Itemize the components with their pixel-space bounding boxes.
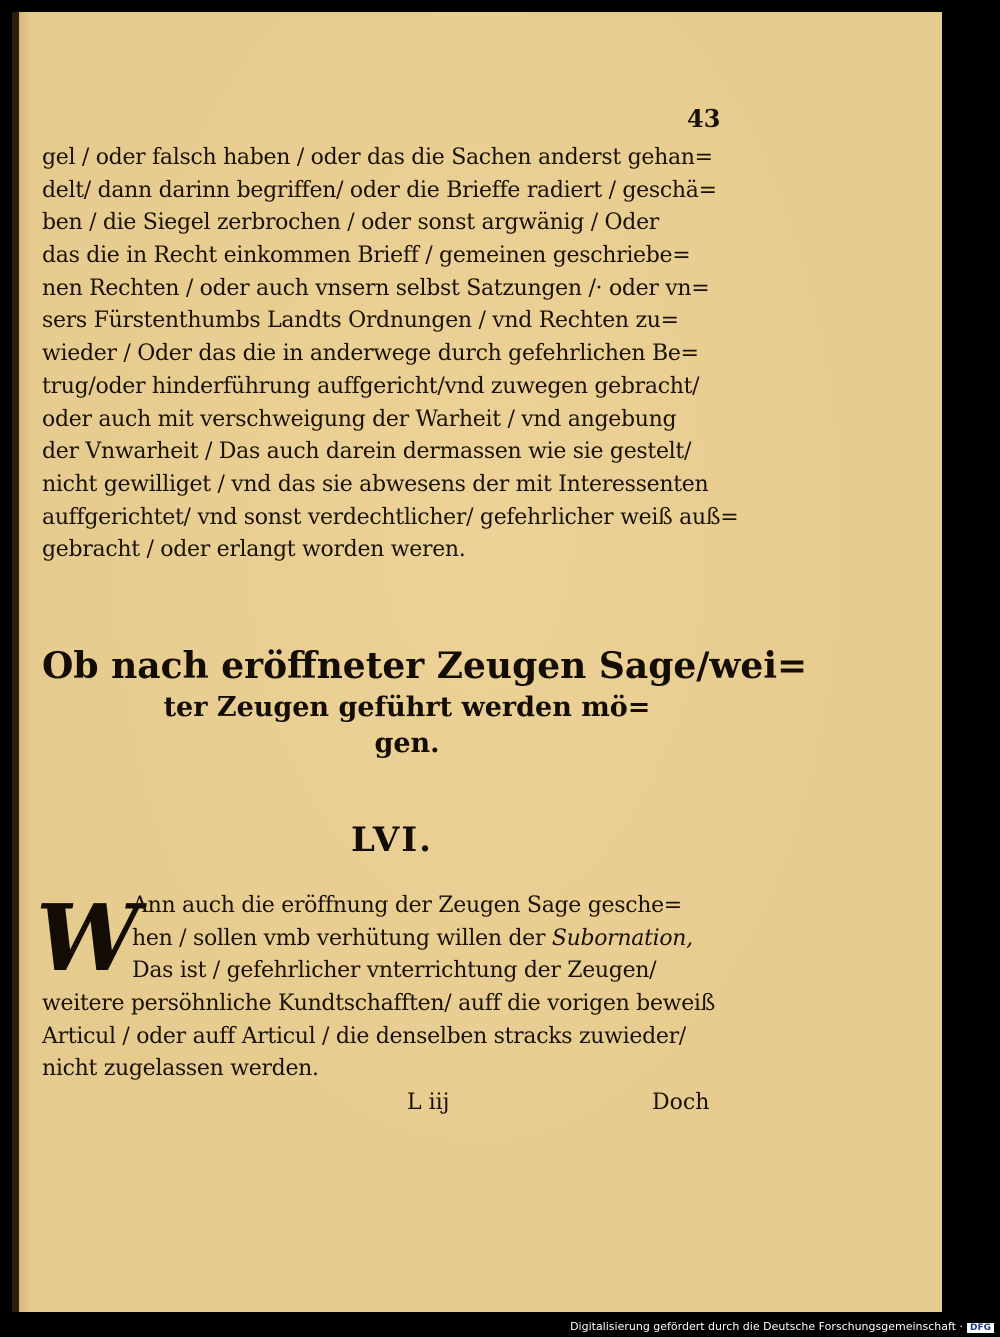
- section-line: Articul / oder auff Articul / die denselben stracks zuwieder/: [42, 1023, 686, 1049]
- body-line: wieder / Oder das die in anderwege durch gefehrlichen Be=: [42, 341, 699, 367]
- section-text: [42, 890, 742, 1086]
- body-line: oder auch mit verschweigung der Warheit / vnd angebung: [42, 406, 677, 432]
- body-line: trug/oder hinderführung auffgericht/vnd zuwegen gebracht/: [42, 373, 700, 399]
- signature-mark: L iij: [407, 1090, 450, 1115]
- body-line: delt/ dann darinn begriffen/ oder die Brieffe radiert / geschä=: [42, 177, 717, 203]
- body-text: [42, 142, 742, 567]
- latin-term: Subornation,: [551, 925, 693, 951]
- section-line-text: hen / sollen vmb verhütung willen der: [132, 925, 552, 951]
- body-line: gel / oder falsch haben / oder das die Sachen anderst gehan=: [42, 145, 713, 170]
- body-line: nicht gewilliget / vnd das sie abwesens der mit Interessenten: [42, 471, 709, 497]
- body-line: gebracht / oder erlangt worden weren.: [42, 537, 466, 563]
- page-number: 43: [687, 104, 721, 133]
- section-line: [42, 923, 742, 956]
- section-line: Ann auch die eröffnung der Zeugen Sage gesche=: [132, 893, 682, 918]
- chapter-number: LVI.: [351, 820, 433, 860]
- section-line: Das ist / gefehrlicher vnterrichtung der Zeugen/: [132, 958, 657, 984]
- body-line: der Vnwarheit / Das auch darein dermassen wie sie gestelt/: [42, 439, 692, 465]
- body-line: sers Fürstenthumbs Landts Ordnungen / vnd Rechten zu=: [42, 308, 679, 334]
- section-line: nicht zugelassen werden.: [42, 1056, 319, 1082]
- book-page: [12, 12, 942, 1312]
- body-line: auffgerichtet/ vnd sonst verdechtlicher/ gefehrlicher weiß auß=: [42, 504, 739, 530]
- drop-capital: W: [36, 884, 140, 992]
- catchword: Doch: [652, 1090, 710, 1115]
- heading-line: Ob nach eröffneter Zeugen Sage/wei=: [42, 645, 808, 687]
- credit-text: Digitalisierung gefördert durch die Deutsche Forschungsgemeinschaft ·: [570, 1320, 963, 1333]
- body-line: ben / die Siegel zerbrochen / oder sonst argwänig / Oder: [42, 210, 660, 236]
- body-line: nen Rechten / oder auch vnsern selbst Satzungen /· oder vn=: [42, 275, 710, 301]
- section-heading: [42, 642, 808, 762]
- body-line: das die in Recht einkommen Brieff / gemeinen geschriebe=: [42, 243, 691, 269]
- page-edge: [12, 12, 19, 1312]
- digitization-credit: [570, 1320, 994, 1333]
- dfg-logo: DFG: [967, 1323, 994, 1333]
- heading-line: gen.: [374, 728, 440, 759]
- heading-line: ter Zeugen geführt werden mö=: [163, 692, 651, 723]
- section-line: weitere persöhnliche Kundtschafften/ auff die vorigen beweiß: [42, 991, 716, 1017]
